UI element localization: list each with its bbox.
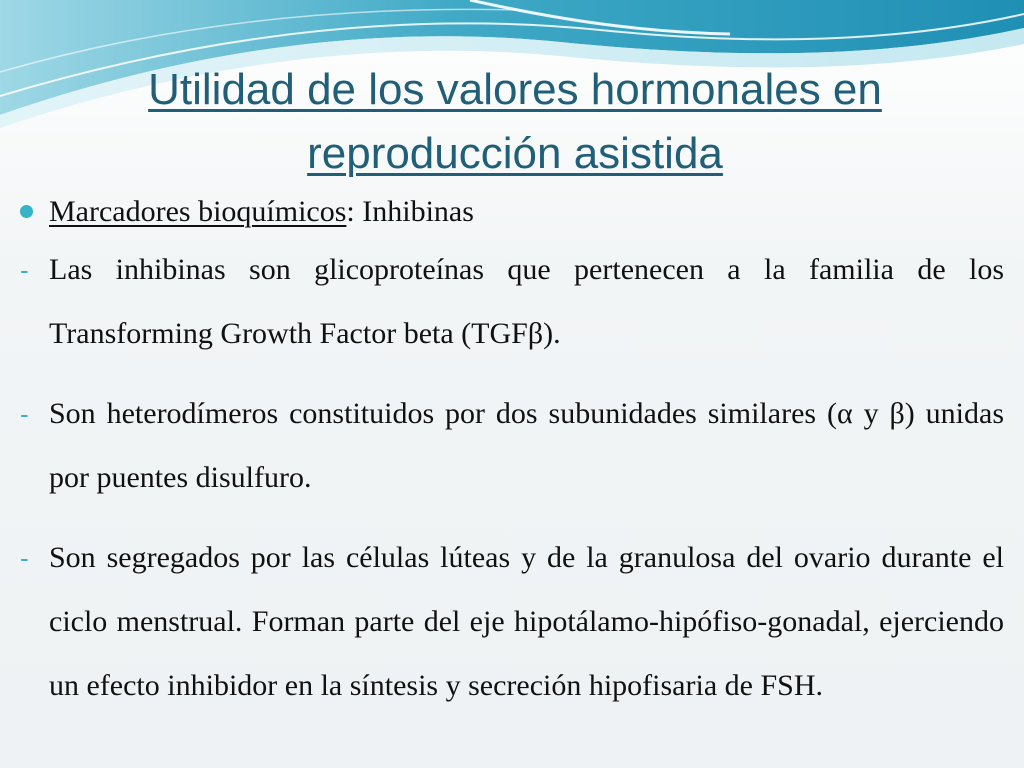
list-item-text: Son heterodímeros constituidos por dos subunidades similares (α y β) unidas por puentes disulfuro. bbox=[49, 397, 1004, 494]
slide-content bbox=[16, 190, 1004, 718]
list-item-text: Son segregados por las células lúteas y de la granulosa del ovario durante el ciclo menstrual. Forman parte del eje hipotálamo-hipófiso-gonadal, ejerciendo un efecto inhibidor en la síntesis y secreción hipofisaria de FSH. bbox=[49, 541, 1004, 702]
main-bullet-underlined-label: Marcadores bioquímicos bbox=[49, 195, 347, 228]
main-bullet bbox=[16, 190, 1004, 234]
list-item bbox=[16, 238, 1004, 366]
list-item bbox=[16, 382, 1004, 510]
dash-marker-icon: - bbox=[20, 255, 29, 285]
list-item-text: Las inhibinas son glicoproteínas que pertenecen a la familia de los Transforming Growth Factor beta (TGFβ). bbox=[49, 253, 1004, 350]
title-line-2: reproducción asistida bbox=[307, 129, 723, 178]
dash-marker-icon: - bbox=[20, 399, 29, 429]
bullet-dot-icon bbox=[20, 205, 33, 218]
slide-title bbox=[30, 58, 1000, 186]
list-item bbox=[16, 526, 1004, 718]
title-line-1: Utilidad de los valores hormonales en bbox=[148, 65, 882, 114]
dash-marker-icon: - bbox=[20, 543, 29, 573]
main-bullet-rest-label: : Inhibinas bbox=[346, 195, 474, 228]
